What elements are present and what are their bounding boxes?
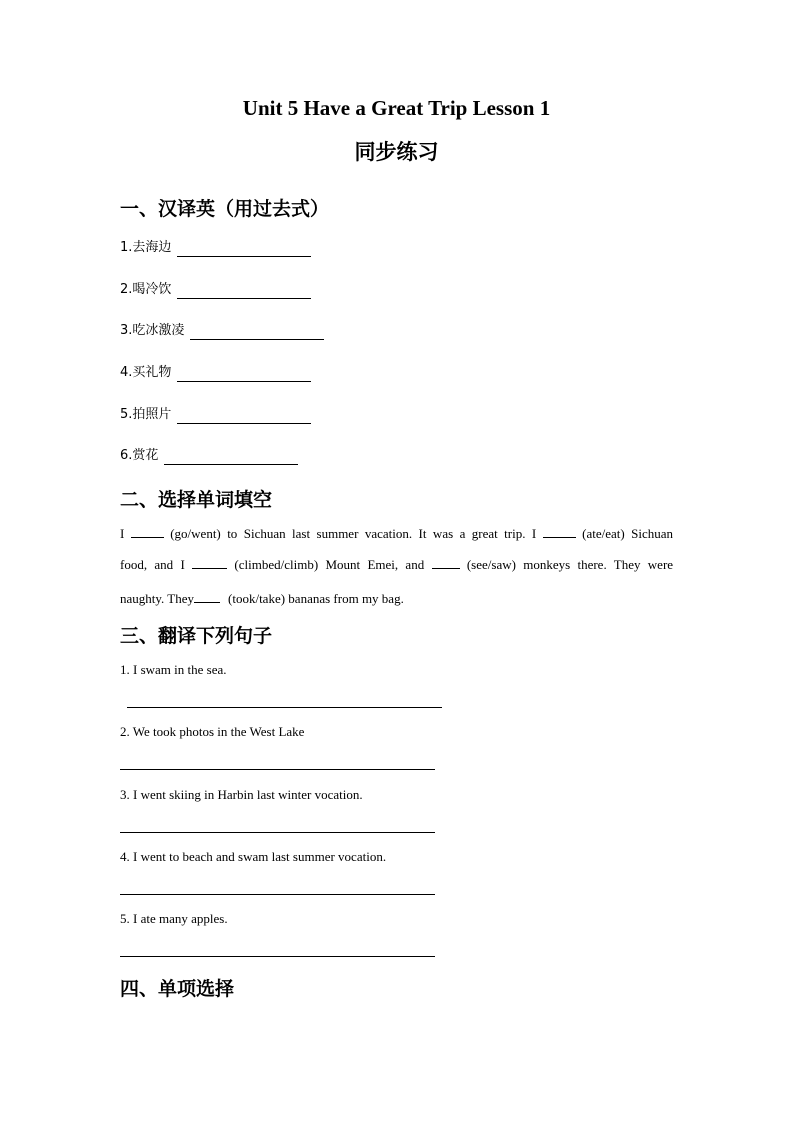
section1-item	[120, 363, 311, 381]
item-label: 2.喝冷饮	[120, 282, 172, 297]
sentence: 3. I went skiing in Harbin last winter vocation.	[120, 787, 363, 802]
sentence: 2. We took photos in the West Lake	[120, 724, 305, 739]
fill-blank[interactable]	[131, 523, 164, 538]
section1-item	[120, 321, 324, 339]
answer-blank[interactable]	[177, 367, 311, 382]
para-text: (go/went) to Sichuan last summer vacation. It was a great trip. I	[170, 526, 537, 541]
sentence: 1. I swam in the sea.	[120, 662, 227, 677]
worksheet-title: Unit 5 Have a Great Trip Lesson 1	[242, 96, 551, 120]
fill-blank[interactable]	[192, 554, 227, 569]
para-text: food, and I	[120, 557, 185, 572]
fill-blank[interactable]	[432, 554, 460, 569]
para-text: (ate/eat) Sichuan	[582, 526, 674, 541]
section3-heading: 三、翻译下列句子	[120, 625, 273, 647]
item-label: 3.吃冰激凌	[120, 323, 185, 338]
item-label: 1.去海边	[120, 240, 172, 255]
section2-heading: 二、选择单词填空	[120, 489, 273, 511]
answer-line[interactable]	[120, 832, 435, 833]
section1-item	[120, 238, 311, 256]
answer-line[interactable]	[120, 769, 435, 770]
answer-blank[interactable]	[164, 450, 298, 465]
answer-blank[interactable]	[190, 325, 324, 340]
fill-paragraph-line	[120, 549, 673, 580]
item-label: 6.赏花	[120, 448, 159, 463]
section4-heading: 四、单项选择	[120, 978, 235, 1000]
fill-blank[interactable]	[194, 588, 220, 603]
answer-line[interactable]	[120, 894, 435, 895]
section1-heading: 一、汉译英（用过去式）	[120, 198, 330, 220]
answer-blank[interactable]	[177, 242, 311, 257]
section1-item	[120, 446, 298, 464]
fill-paragraph-line	[120, 518, 673, 549]
section1-item	[120, 405, 311, 423]
fill-paragraph-line	[120, 588, 404, 607]
answer-line[interactable]	[127, 707, 442, 708]
para-text: (see/saw) monkeys there. They were	[466, 557, 674, 572]
worksheet-subtitle: 同步练习	[354, 140, 439, 164]
section1-item	[120, 280, 311, 298]
sentence: 5. I ate many apples.	[120, 911, 228, 926]
answer-blank[interactable]	[177, 409, 311, 424]
answer-blank[interactable]	[177, 284, 311, 299]
para-text: I	[120, 526, 125, 541]
fill-blank[interactable]	[543, 523, 576, 538]
para-text: naughty. They	[120, 591, 195, 606]
para-text: (climbed/climb) Mount Emei, and	[234, 557, 425, 572]
sentence: 4. I went to beach and swam last summer vocation.	[120, 849, 387, 864]
para-text: (took/take) bananas from my bag.	[228, 591, 404, 606]
item-label: 4.买礼物	[120, 365, 172, 380]
item-label: 5.拍照片	[120, 407, 172, 422]
answer-line[interactable]	[120, 956, 435, 957]
